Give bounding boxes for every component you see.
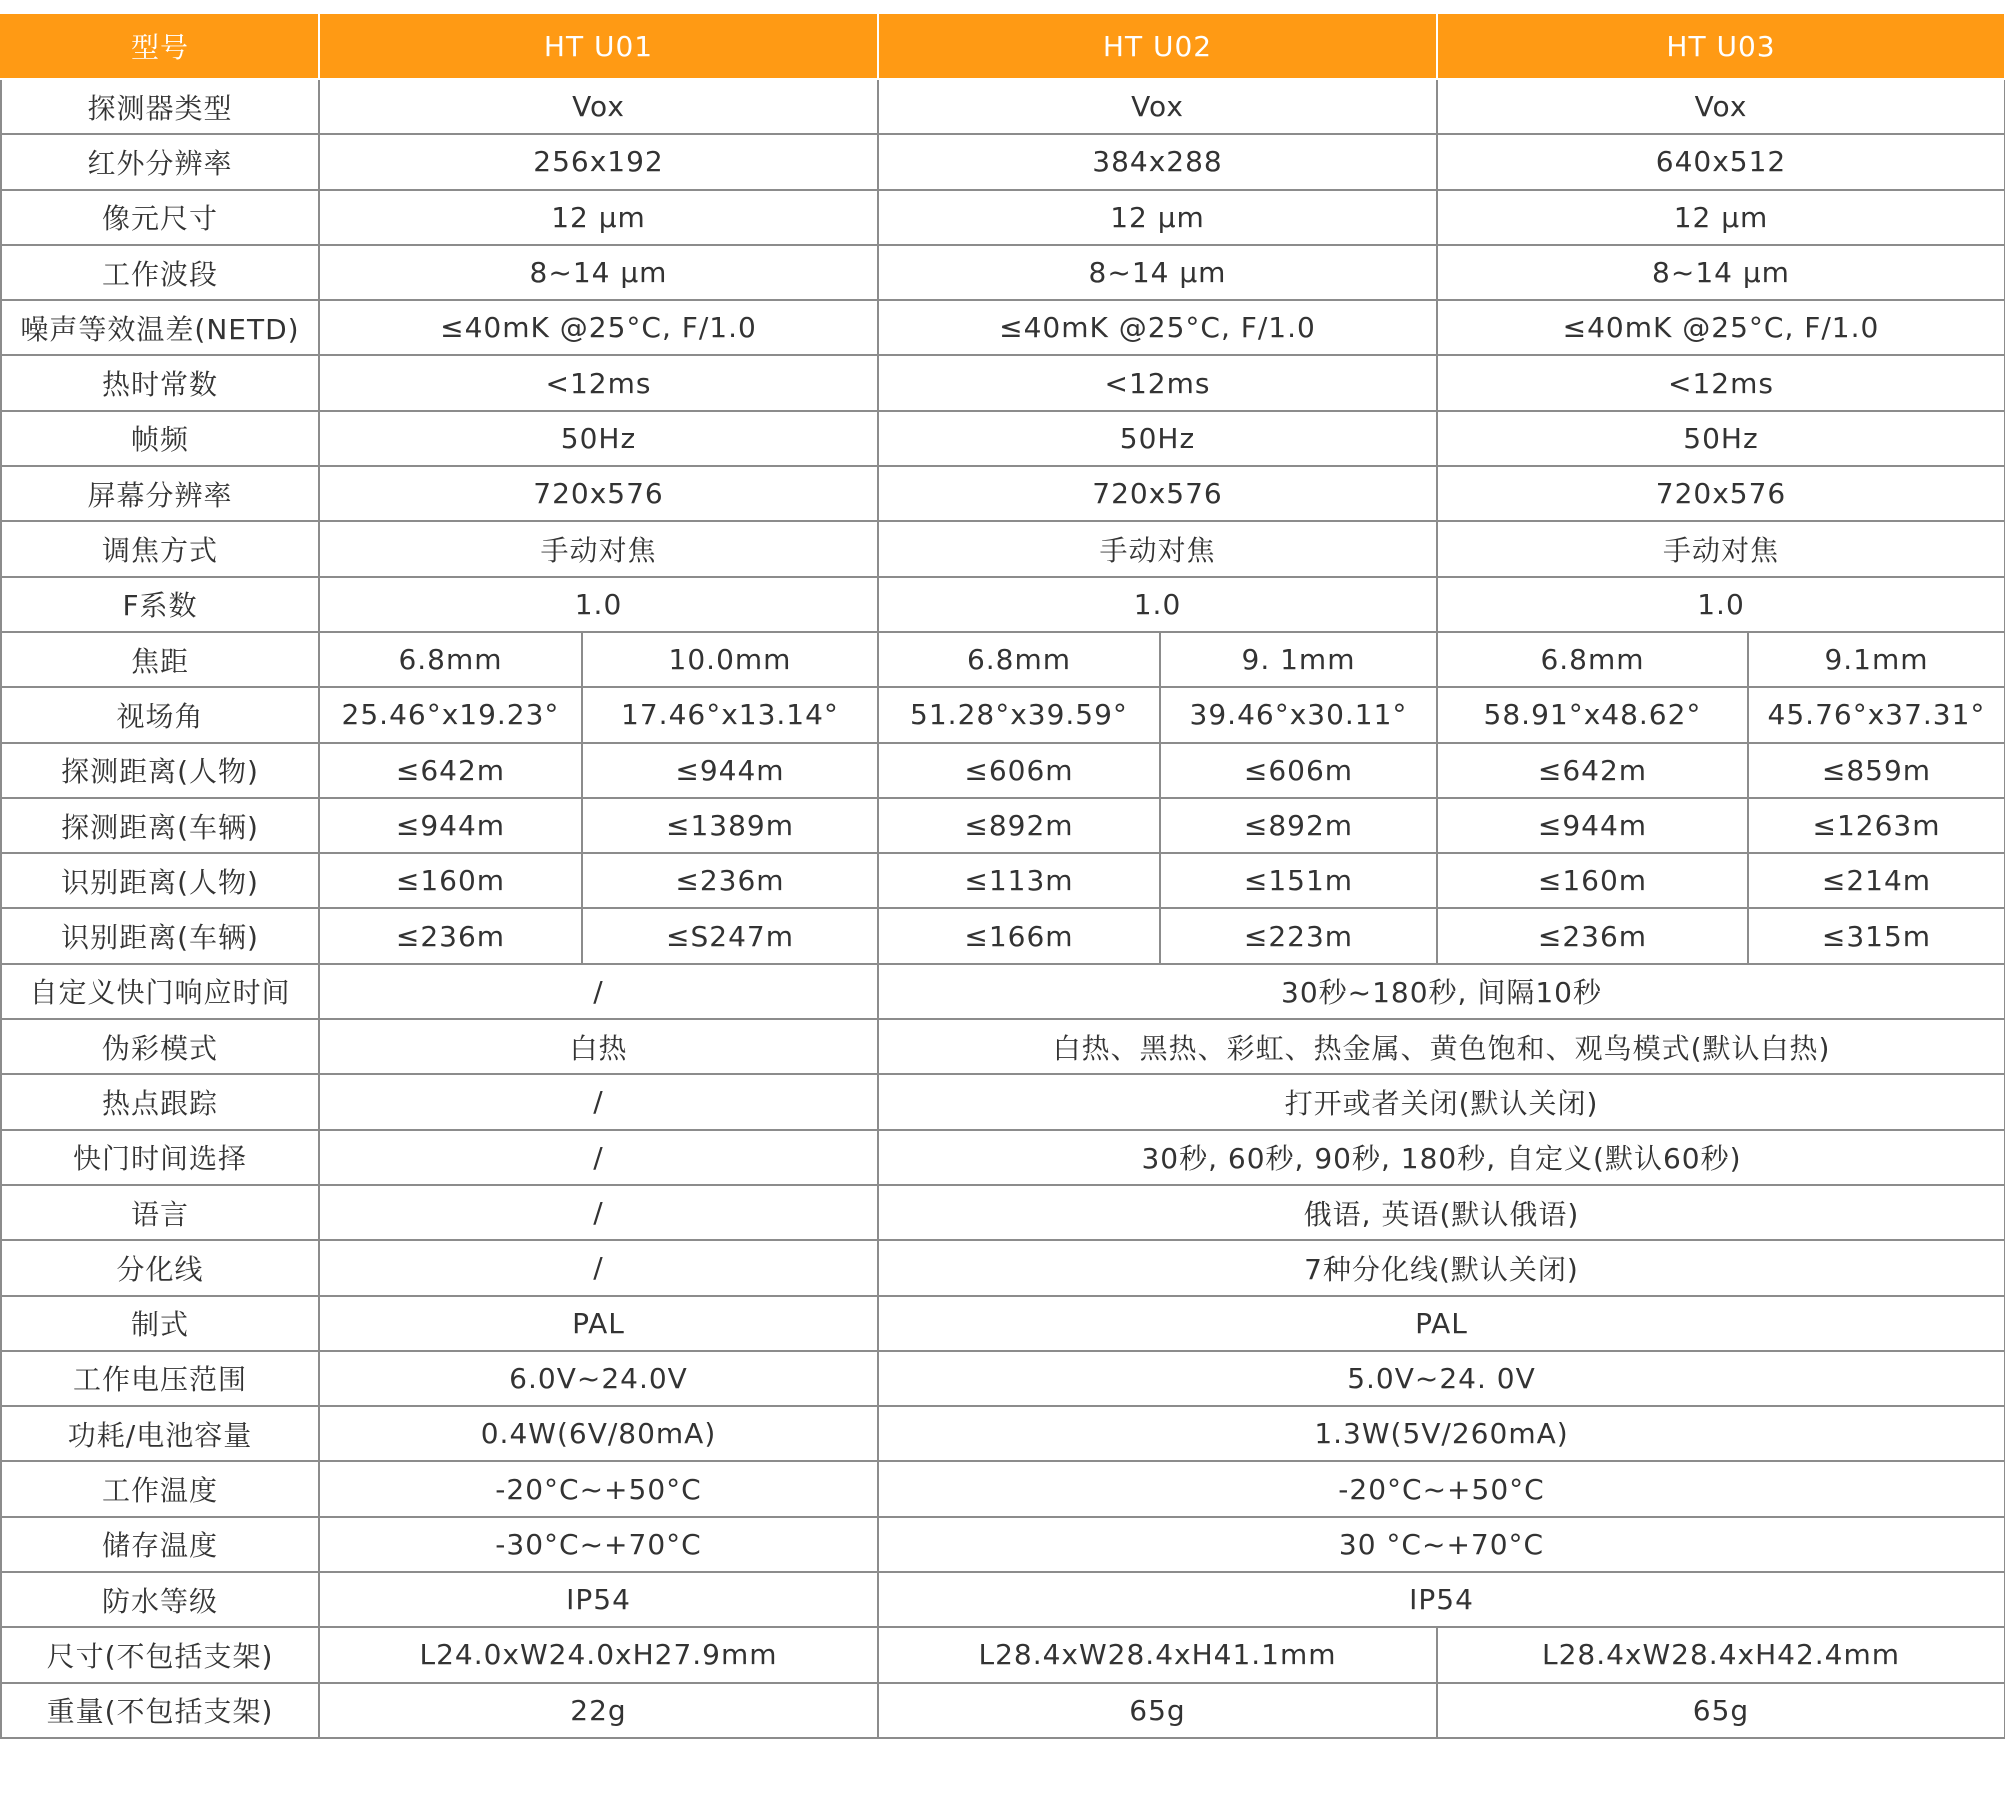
table-row <box>1 1406 2005 1461</box>
header-model-ht-u02: HT U02 <box>878 13 1437 79</box>
table-cell: 10.0mm <box>582 632 878 687</box>
table-cell: IP54 <box>878 1572 2005 1627</box>
table-row <box>1 134 2005 189</box>
row-label: 识别距离(人物) <box>1 853 319 908</box>
row-label: 探测距离(车辆) <box>1 798 319 853</box>
table-cell: 6.8mm <box>1437 632 1748 687</box>
table-cell: 45.76°x37.31° <box>1748 687 2005 742</box>
table-cell: 12 μm <box>319 190 878 245</box>
table-cell: ≤160m <box>1437 853 1748 908</box>
table-cell: ≤236m <box>319 908 582 963</box>
table-cell: 手动对焦 <box>1437 521 2005 576</box>
row-label: F系数 <box>1 577 319 632</box>
header-model-ht-u01: HT U01 <box>319 13 878 79</box>
row-label: 视场角 <box>1 687 319 742</box>
table-cell: 1.0 <box>878 577 1437 632</box>
table-cell: 1.0 <box>1437 577 2005 632</box>
table-cell: -20°C~+50°C <box>319 1461 878 1516</box>
table-cell: 22g <box>319 1683 878 1738</box>
table-cell: 39.46°x30.11° <box>1160 687 1437 742</box>
table-cell: ≤160m <box>319 853 582 908</box>
table-cell: L28.4xW28.4xH41.1mm <box>878 1627 1437 1682</box>
table-row <box>1 1185 2005 1240</box>
row-label: 分化线 <box>1 1240 319 1295</box>
table-cell: 俄语, 英语(默认俄语) <box>878 1185 2005 1240</box>
table-cell: 8~14 μm <box>878 245 1437 300</box>
table-cell: 白热、黑热、彩虹、热金属、黄色饱和、观鸟模式(默认白热) <box>878 1019 2005 1074</box>
row-label: 调焦方式 <box>1 521 319 576</box>
table-cell: Vox <box>1437 79 2005 134</box>
row-label: 热点跟踪 <box>1 1074 319 1129</box>
spec-table-container <box>0 12 2005 1739</box>
table-cell: 720x576 <box>1437 466 2005 521</box>
table-row <box>1 411 2005 466</box>
table-row <box>1 743 2005 798</box>
row-label: 工作温度 <box>1 1461 319 1516</box>
table-row <box>1 798 2005 853</box>
row-label: 功耗/电池容量 <box>1 1406 319 1461</box>
table-cell: 6.0V~24.0V <box>319 1351 878 1406</box>
table-row <box>1 632 2005 687</box>
table-cell: ≤S247m <box>582 908 878 963</box>
table-cell: ≤166m <box>878 908 1160 963</box>
table-cell: ≤642m <box>1437 743 1748 798</box>
row-label: 识别距离(车辆) <box>1 908 319 963</box>
table-cell: 30 °C~+70°C <box>878 1517 2005 1572</box>
table-row <box>1 1351 2005 1406</box>
table-cell: 58.91°x48.62° <box>1437 687 1748 742</box>
header-model-ht-u03: HT U03 <box>1437 13 2005 79</box>
table-row <box>1 1074 2005 1129</box>
table-cell: <12ms <box>319 355 878 410</box>
row-label: 制式 <box>1 1296 319 1351</box>
table-cell: ≤223m <box>1160 908 1437 963</box>
table-cell: ≤892m <box>1160 798 1437 853</box>
table-row <box>1 190 2005 245</box>
row-label: 热时常数 <box>1 355 319 410</box>
table-cell: ≤214m <box>1748 853 2005 908</box>
table-cell: / <box>319 1185 878 1240</box>
table-row <box>1 1517 2005 1572</box>
table-row <box>1 466 2005 521</box>
table-cell: ≤40mK @25°C, F/1.0 <box>319 300 878 355</box>
table-cell: ≤944m <box>1437 798 1748 853</box>
table-row <box>1 1296 2005 1351</box>
table-row <box>1 300 2005 355</box>
table-cell: ≤1389m <box>582 798 878 853</box>
table-cell: 手动对焦 <box>878 521 1437 576</box>
table-cell: -30°C~+70°C <box>319 1517 878 1572</box>
row-label: 快门时间选择 <box>1 1130 319 1185</box>
table-row <box>1 964 2005 1019</box>
row-label: 像元尺寸 <box>1 190 319 245</box>
table-cell: / <box>319 1074 878 1129</box>
row-label: 重量(不包括支架) <box>1 1683 319 1738</box>
table-cell: ≤236m <box>1437 908 1748 963</box>
table-row <box>1 687 2005 742</box>
table-row <box>1 1627 2005 1682</box>
table-row <box>1 908 2005 963</box>
table-cell: 6.8mm <box>878 632 1160 687</box>
table-cell: <12ms <box>1437 355 2005 410</box>
table-cell: 51.28°x39.59° <box>878 687 1160 742</box>
table-cell: ≤944m <box>582 743 878 798</box>
table-cell: 25.46°x19.23° <box>319 687 582 742</box>
table-row <box>1 355 2005 410</box>
table-cell: 12 μm <box>1437 190 2005 245</box>
table-cell: 12 μm <box>878 190 1437 245</box>
table-row <box>1 245 2005 300</box>
table-cell: -20°C~+50°C <box>878 1461 2005 1516</box>
table-cell: 65g <box>878 1683 1437 1738</box>
table-row <box>1 1683 2005 1738</box>
row-label: 自定义快门响应时间 <box>1 964 319 1019</box>
row-label: 屏幕分辨率 <box>1 466 319 521</box>
table-cell: 384x288 <box>878 134 1437 189</box>
table-cell: 8~14 μm <box>319 245 878 300</box>
table-row <box>1 79 2005 134</box>
table-row <box>1 1240 2005 1295</box>
table-cell: 8~14 μm <box>1437 245 2005 300</box>
table-cell: PAL <box>878 1296 2005 1351</box>
table-cell: ≤113m <box>878 853 1160 908</box>
row-label: 储存温度 <box>1 1517 319 1572</box>
row-label: 探测器类型 <box>1 79 319 134</box>
table-row <box>1 577 2005 632</box>
table-row <box>1 1019 2005 1074</box>
table-cell: ≤892m <box>878 798 1160 853</box>
table-row <box>1 1461 2005 1516</box>
row-label: 伪彩模式 <box>1 1019 319 1074</box>
table-cell: ≤944m <box>319 798 582 853</box>
table-cell: 30秒~180秒, 间隔10秒 <box>878 964 2005 1019</box>
row-label: 语言 <box>1 1185 319 1240</box>
table-cell: 65g <box>1437 1683 2005 1738</box>
row-label: 焦距 <box>1 632 319 687</box>
spec-table <box>0 12 2005 1739</box>
table-cell: 6.8mm <box>319 632 582 687</box>
table-cell: Vox <box>878 79 1437 134</box>
table-cell: L24.0xW24.0xH27.9mm <box>319 1627 878 1682</box>
table-body <box>1 79 2005 1738</box>
table-row <box>1 853 2005 908</box>
table-cell: 256x192 <box>319 134 878 189</box>
table-cell: 打开或者关闭(默认关闭) <box>878 1074 2005 1129</box>
table-cell: IP54 <box>319 1572 878 1627</box>
row-label: 探测距离(人物) <box>1 743 319 798</box>
table-cell: ≤236m <box>582 853 878 908</box>
table-cell: ≤606m <box>1160 743 1437 798</box>
row-label: 尺寸(不包括支架) <box>1 1627 319 1682</box>
table-header <box>1 13 2005 79</box>
table-cell: / <box>319 1240 878 1295</box>
table-cell: / <box>319 964 878 1019</box>
table-cell: 5.0V~24. 0V <box>878 1351 2005 1406</box>
table-cell: 1.3W(5V/260mA) <box>878 1406 2005 1461</box>
table-cell: 9. 1mm <box>1160 632 1437 687</box>
table-cell: 白热 <box>319 1019 878 1074</box>
row-label: 工作电压范围 <box>1 1351 319 1406</box>
table-cell: ≤40mK @25°C, F/1.0 <box>1437 300 2005 355</box>
table-cell: 720x576 <box>319 466 878 521</box>
table-cell: ≤315m <box>1748 908 2005 963</box>
table-cell: 0.4W(6V/80mA) <box>319 1406 878 1461</box>
table-cell: 7种分化线(默认关闭) <box>878 1240 2005 1295</box>
table-cell: L28.4xW28.4xH42.4mm <box>1437 1627 2005 1682</box>
table-cell: ≤642m <box>319 743 582 798</box>
table-cell: 50Hz <box>1437 411 2005 466</box>
table-row <box>1 1572 2005 1627</box>
table-cell: <12ms <box>878 355 1437 410</box>
table-cell: Vox <box>319 79 878 134</box>
table-cell: / <box>319 1130 878 1185</box>
table-cell: PAL <box>319 1296 878 1351</box>
table-cell: ≤40mK @25°C, F/1.0 <box>878 300 1437 355</box>
header-row <box>1 13 2005 79</box>
header-model-label: 型号 <box>1 13 319 79</box>
row-label: 防水等级 <box>1 1572 319 1627</box>
row-label: 工作波段 <box>1 245 319 300</box>
table-cell: 9.1mm <box>1748 632 2005 687</box>
table-cell: ≤1263m <box>1748 798 2005 853</box>
table-cell: 1.0 <box>319 577 878 632</box>
table-cell: ≤606m <box>878 743 1160 798</box>
table-cell: 640x512 <box>1437 134 2005 189</box>
table-cell: ≤151m <box>1160 853 1437 908</box>
table-cell: 30秒, 60秒, 90秒, 180秒, 自定义(默认60秒) <box>878 1130 2005 1185</box>
table-cell: 50Hz <box>319 411 878 466</box>
table-cell: 50Hz <box>878 411 1437 466</box>
row-label: 帧频 <box>1 411 319 466</box>
table-row <box>1 521 2005 576</box>
table-cell: ≤859m <box>1748 743 2005 798</box>
row-label: 红外分辨率 <box>1 134 319 189</box>
table-cell: 17.46°x13.14° <box>582 687 878 742</box>
table-cell: 手动对焦 <box>319 521 878 576</box>
table-row <box>1 1130 2005 1185</box>
table-cell: 720x576 <box>878 466 1437 521</box>
row-label: 噪声等效温差(NETD) <box>1 300 319 355</box>
